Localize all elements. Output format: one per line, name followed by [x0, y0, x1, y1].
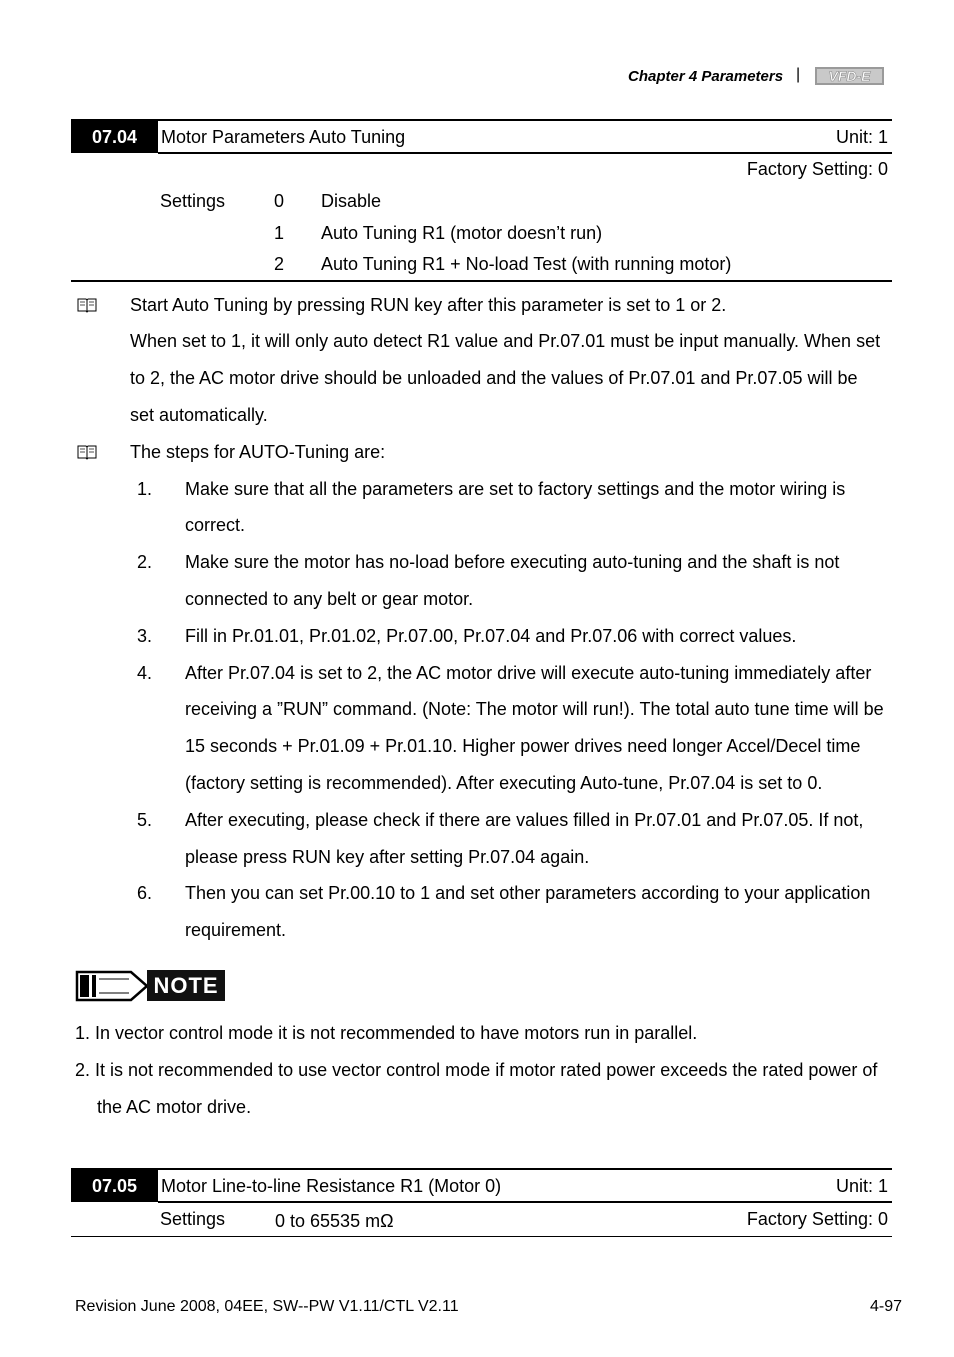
- bullet-line: set automatically.: [130, 405, 268, 425]
- step-number: 1.: [137, 479, 153, 499]
- table-bottom-border: [71, 280, 892, 282]
- setting-range: 0 to 65535 mΩ: [275, 1211, 394, 1231]
- step-number: 3.: [137, 626, 153, 646]
- factory-setting: Factory Setting: 0: [746, 159, 888, 179]
- param-title: Motor Parameters Auto Tuning: [161, 127, 406, 147]
- footer-revision: Revision June 2008, 04EE, SW--PW V1.11/CTL V2.11: [75, 1298, 459, 1315]
- param-title: Motor Line-to-line Resistance R1 (Motor 0): [161, 1176, 502, 1196]
- step-line: please press RUN key after setting Pr.07.04 again.: [185, 847, 590, 867]
- step-line: After executing, please check if there are values filled in Pr.07.01 and Pr.07.05. If not,: [185, 810, 864, 830]
- note-label: NOTE: [147, 970, 225, 1001]
- step-line: receiving a ”RUN” command. (Note: The motor will run!). The total auto tune time will be: [185, 699, 884, 719]
- footer-page-number: 4-97: [869, 1298, 902, 1315]
- param-unit: Unit: 1: [835, 1176, 888, 1196]
- table-top-border: [71, 1168, 892, 1170]
- step-number: 6.: [137, 883, 153, 903]
- table-header-border: [158, 1201, 892, 1203]
- bullet-line: to 2, the AC motor drive should be unloaded and the values of Pr.07.01 and Pr.07.05 will be: [130, 368, 858, 388]
- table-bottom-border: [71, 1236, 892, 1237]
- chapter-title: Chapter 4 Parameters: [628, 68, 784, 85]
- bullet-line: Start Auto Tuning by pressing RUN key after this parameter is set to 1 or 2.: [130, 295, 727, 315]
- step-line: Make sure the motor has no-load before executing auto-tuning and the shaft is not: [185, 552, 840, 572]
- logo-text: VFD-E: [828, 68, 871, 84]
- setting-desc: Disable: [321, 191, 382, 211]
- table-header-border: [158, 152, 892, 154]
- step-line: (factory setting is recommended). After executing Auto-tune, Pr.07.04 is set to 0.: [185, 773, 823, 793]
- setting-value: 2: [274, 254, 285, 274]
- step-number: 4.: [137, 663, 153, 683]
- step-line: Fill in Pr.01.01, Pr.01.02, Pr.07.00, Pr.07.04 and Pr.07.06 with correct values.: [185, 626, 797, 646]
- step-line: connected to any belt or gear motor.: [185, 589, 474, 609]
- note-line: 2. It is not recommended to use vector control mode if motor rated power exceeds the rated power of: [75, 1060, 878, 1080]
- settings-label: Settings: [160, 1209, 226, 1229]
- setting-desc: Auto Tuning R1 + No-load Test (with running motor): [321, 254, 732, 274]
- note-line: 1. In vector control mode it is not recommended to have motors run in parallel.: [75, 1023, 698, 1043]
- param-unit: Unit: 1: [835, 127, 888, 147]
- vfd-e-logo: [815, 67, 884, 85]
- setting-value: 1: [274, 223, 285, 243]
- header-separator: |: [796, 66, 801, 83]
- step-number: 5.: [137, 810, 153, 830]
- bullet-line: When set to 1, it will only auto detect R1 value and Pr.07.01 must be input manually. When set: [130, 331, 881, 351]
- table-top-border: [71, 119, 892, 121]
- step-line: Make sure that all the parameters are set to factory settings and the motor wiring is: [185, 479, 846, 499]
- note-line: the AC motor drive.: [97, 1097, 252, 1117]
- step-line: requirement.: [185, 920, 287, 940]
- setting-desc: Auto Tuning R1 (motor doesn’t run): [321, 223, 603, 243]
- step-line: After Pr.07.04 is set to 2, the AC motor drive will execute auto-tuning immediately after: [185, 663, 872, 683]
- setting-value: 0: [274, 191, 285, 211]
- param-code: 07.04: [71, 121, 158, 153]
- param-code: 07.05: [71, 1170, 158, 1202]
- bullet-line: The steps for AUTO-Tuning are:: [130, 442, 386, 462]
- book-icon: [77, 444, 97, 460]
- step-line: Then you can set Pr.00.10 to 1 and set other parameters according to your application: [185, 883, 871, 903]
- step-line: 15 seconds + Pr.01.09 + Pr.01.10. Higher power drives need longer Accel/Decel time: [185, 736, 861, 756]
- book-icon: [77, 297, 97, 313]
- settings-label: Settings: [160, 191, 226, 211]
- factory-setting: Factory Setting: 0: [746, 1209, 888, 1229]
- step-line: correct.: [185, 515, 246, 535]
- step-number: 2.: [137, 552, 153, 572]
